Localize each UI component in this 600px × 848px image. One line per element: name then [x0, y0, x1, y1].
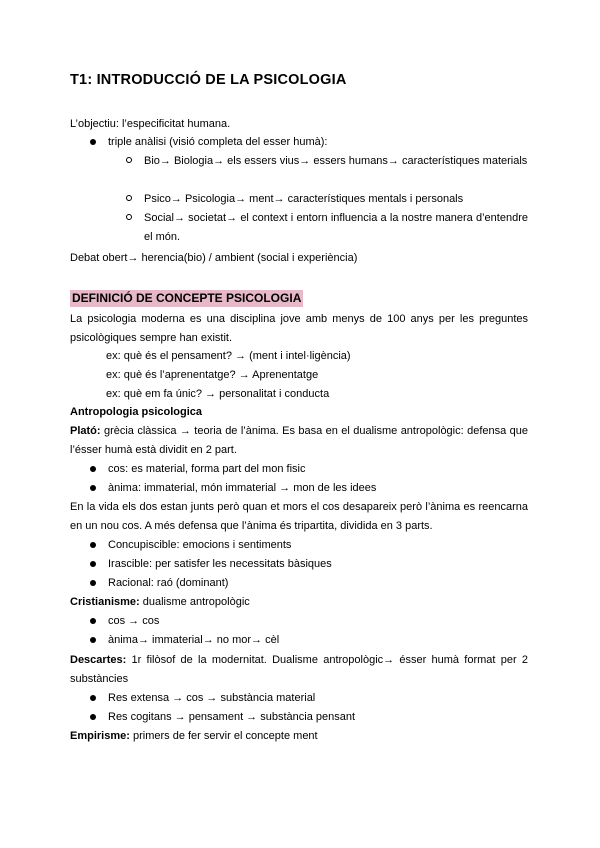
bullet-dot — [90, 714, 96, 720]
debate-text: Debat obert→ herencia(bio) / ambient (social i experiència) — [70, 252, 358, 264]
christianity-label: Cristianisme: — [70, 596, 140, 608]
social-item: Social→ societat→ el context i entorn influencia a la nostre manera d’entendre el món. — [144, 212, 528, 243]
life-paragraph: En la vida els dos estan junts però quan et mors el cos desapareix però l’ànima es reencarna en un nou cos. A més defensa que l’ànima és tripartita, dividida en 3 parts. — [70, 501, 528, 532]
subsection-heading: Antropologia psicologica — [70, 406, 203, 418]
bullet-dot — [90, 618, 96, 624]
soul-part-item: Irascible: per satisfer les necessitats bàsiques — [108, 558, 332, 570]
example-line: ex: què és l’aprenentatge? → Aprenentatge — [106, 369, 319, 381]
objective-text: L’objectiu: l’especificitat humana. — [70, 118, 231, 130]
plato-label: Plató: — [70, 425, 101, 437]
section-heading: DEFINICIÓ DE CONCEPTE PSICOLOGIA — [72, 291, 302, 305]
triple-analysis-item: triple anàlisi (visió completa del esser humà): — [108, 136, 328, 148]
empiricism-label: Empirisme: — [70, 730, 130, 742]
descartes-bullet: Res cogitans → pensament → substància pensant — [108, 711, 356, 723]
bullet-dot — [90, 561, 96, 567]
soul-part-item: Racional: raó (dominant) — [108, 577, 229, 589]
bullet-dot — [90, 580, 96, 586]
bullet-dot — [90, 637, 96, 643]
example-line: ex: què em fa únic? → personalitat i conducta — [106, 388, 330, 400]
bullet-dot — [90, 139, 96, 145]
sub-bullet-circle — [126, 214, 132, 220]
plato-bullet: cos: es material, forma part del mon fisic — [108, 463, 306, 475]
descartes-bullet: Res extensa → cos → substància material — [108, 692, 316, 704]
christianity-bullet: cos → cos — [108, 615, 160, 627]
plato-paragraph — [70, 422, 528, 460]
empiricism-text: primers de fer servir el concepte ment — [129, 730, 318, 742]
plato-bullet: ànima: immaterial, món immaterial → mon de les idees — [108, 482, 377, 494]
bullet-dot — [90, 466, 96, 472]
descartes-label: Descartes: — [70, 654, 127, 666]
psico-item: Psico→ Psicologia→ ment→ característiques mentals i personals — [144, 193, 464, 205]
bullet-dot — [90, 485, 96, 491]
christianity-line — [70, 593, 528, 612]
bullet-dot — [90, 695, 96, 701]
bullet-dot — [90, 542, 96, 548]
descartes-text: 1r filòsof de la modernitat. Dualisme antropològic→ ésser humà format per 2 substàncies — [70, 654, 528, 685]
soul-part-item: Concupiscible: emocions i sentiments — [108, 539, 292, 551]
sub-bullet-circle — [126, 195, 132, 201]
page-title: T1: INTRODUCCIÓ DE LA PSICOLOGIA — [70, 72, 347, 88]
christianity-text: dualisme antropològic — [139, 596, 250, 608]
definition-paragraph: La psicologia moderna es una disciplina jove amb menys de 100 anys per les preguntes psicològiques sempre han existit. — [70, 313, 528, 344]
sub-bullet-circle — [126, 157, 132, 163]
empiricism-line — [70, 727, 528, 746]
plato-text: grècia clàssica → teoria de l’ànima. Es basa en el dualisme antropològic: defensa que l’ésser humà està dividit en 2 part. — [70, 425, 528, 456]
example-line: ex: què és el pensament? → (ment i intel·ligència) — [106, 350, 351, 362]
descartes-paragraph — [70, 651, 528, 689]
christianity-bullet: ànima→ immaterial→ no mor→ cèl — [108, 634, 280, 646]
bio-item: Bio→ Biologia→ els essers vius→ essers humans→ característiques materials — [144, 155, 528, 167]
